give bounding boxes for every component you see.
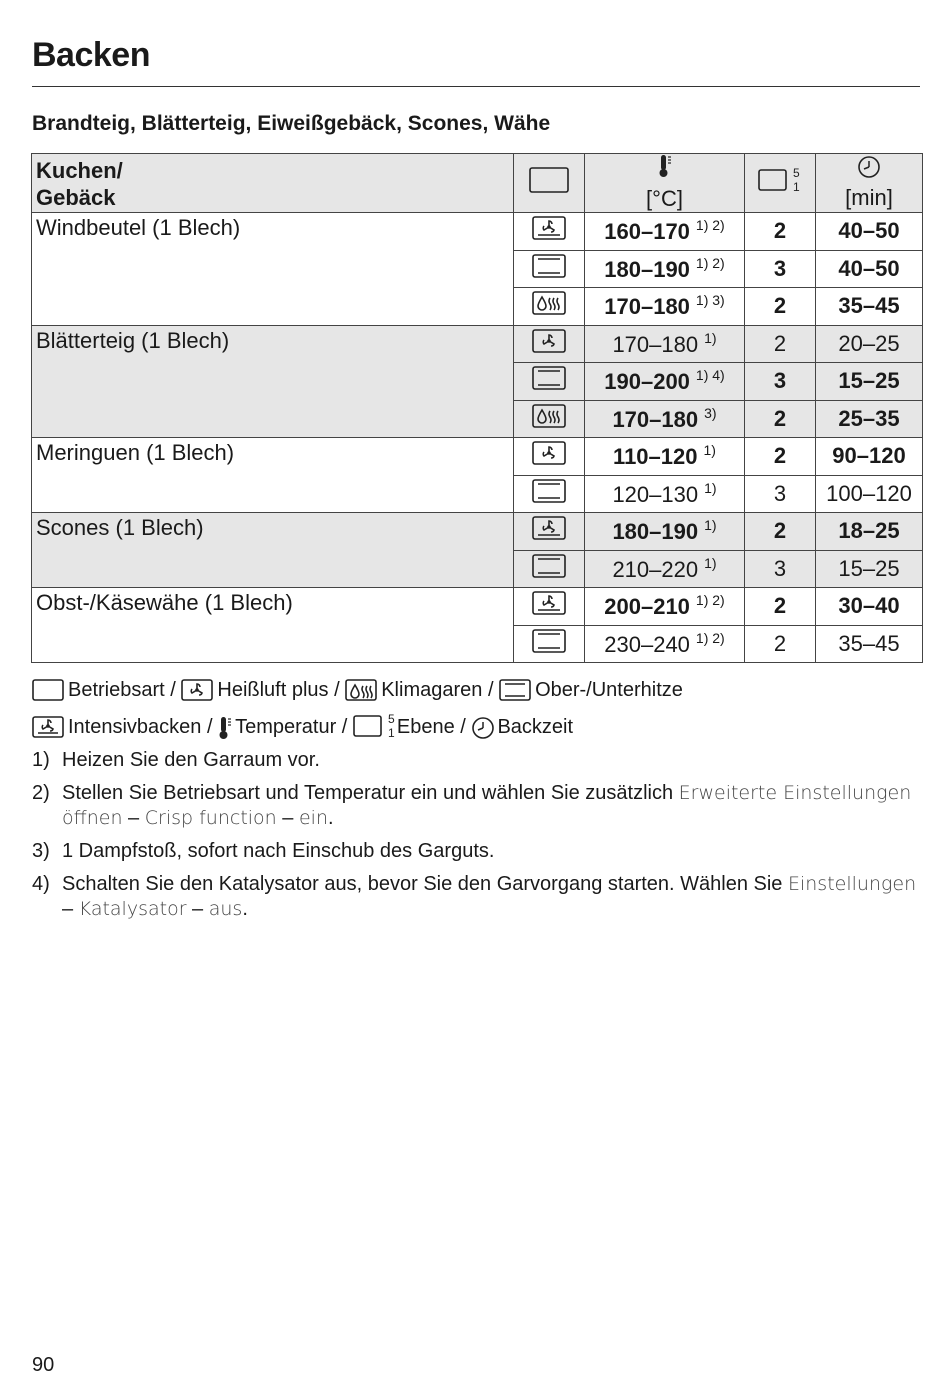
footnote-item — [32, 781, 920, 831]
fan-plus-icon — [532, 329, 566, 359]
menu-path-text: Erweiterte Einstellungen öffnen — [62, 782, 912, 829]
legend-line-1 — [32, 676, 683, 710]
mode-cell — [514, 363, 585, 401]
footnotes — [32, 748, 920, 930]
footnote-number: 3) — [32, 840, 50, 862]
header-mode — [514, 154, 585, 213]
level-value: 3 — [745, 250, 816, 288]
table-header-row — [32, 154, 923, 213]
time-value: 20–25 — [816, 325, 923, 363]
legend-top-bottom: Ober-/Unterhitze — [535, 679, 683, 701]
temperature-value: 200–210 — [604, 594, 690, 620]
svg-text:5: 5 — [793, 166, 800, 180]
temperature-cell — [585, 400, 745, 438]
svg-text:1: 1 — [387, 726, 395, 740]
footnote-ref: 1) — [704, 517, 717, 534]
legend-fan-plus: Heißluft plus / — [217, 679, 340, 701]
level-value: 2 — [745, 588, 816, 626]
footnote-ref: 1) — [704, 329, 717, 346]
menu-path-text: ein — [298, 807, 328, 829]
temperature-cell — [585, 325, 745, 363]
footnote-ref: 1) — [703, 442, 716, 459]
cake-name: Meringuen (1 Blech) — [32, 438, 514, 513]
legend-level: Ebene / — [396, 716, 466, 738]
footnote-text-part: – — [122, 807, 145, 829]
page-title: Backen — [32, 36, 150, 74]
clock-icon — [471, 716, 493, 747]
header-temperature — [585, 154, 745, 213]
header-time-unit: [min] — [845, 185, 893, 210]
temperature-cell — [585, 475, 745, 513]
header-temp-unit: [°C] — [646, 186, 683, 211]
title-divider — [32, 86, 920, 87]
legend — [32, 676, 683, 747]
temperature-value: 110–120 — [613, 444, 698, 470]
shelf-level-icon — [353, 710, 393, 747]
fan-plus-icon — [181, 679, 213, 710]
temperature-value: 170–180 — [612, 331, 699, 357]
baking-table — [31, 153, 923, 663]
footnote-text — [62, 781, 920, 831]
mode-cell — [514, 588, 585, 626]
footnote-text-part: . — [328, 807, 334, 829]
footnote-item — [32, 872, 920, 922]
header-level — [745, 154, 816, 213]
time-value: 35–45 — [816, 625, 923, 663]
thermometer-icon — [218, 716, 231, 747]
legend-line-2 — [32, 710, 683, 747]
temperature-cell — [585, 588, 745, 626]
footnote-ref: 1) — [704, 554, 717, 571]
time-value: 40–50 — [816, 213, 923, 251]
time-value: 18–25 — [816, 513, 923, 551]
mode-cell — [514, 625, 585, 663]
temperature-cell — [585, 288, 745, 326]
time-value: 30–40 — [816, 588, 923, 626]
moisture-plus-icon — [532, 404, 566, 434]
footnote-ref: 1) — [704, 479, 717, 496]
svg-text:1: 1 — [793, 180, 800, 194]
footnote-text — [62, 839, 920, 864]
temperature-value: 190–200 — [604, 369, 690, 395]
footnote-item — [32, 748, 920, 773]
footnote-text-part: – — [62, 898, 79, 920]
level-value: 2 — [745, 625, 816, 663]
time-value: 40–50 — [816, 250, 923, 288]
time-value: 15–25 — [816, 363, 923, 401]
temperature-cell — [585, 213, 745, 251]
footnote-ref: 1) 2) — [695, 217, 725, 234]
intensive-bake-icon — [532, 516, 566, 546]
temperature-value: 170–180 — [612, 406, 699, 432]
temperature-cell — [585, 625, 745, 663]
footnote-ref: 1) 2) — [695, 592, 725, 609]
temperature-cell — [585, 363, 745, 401]
footnote-ref: 1) 2) — [695, 254, 725, 271]
temperature-cell — [585, 438, 745, 476]
header-cake-line1: Kuchen/ — [36, 158, 123, 183]
level-value: 3 — [745, 475, 816, 513]
level-value: 2 — [745, 438, 816, 476]
clock-icon — [857, 155, 881, 185]
operating-mode-icon — [32, 679, 64, 710]
table-row — [32, 588, 923, 626]
footnote-text-part: 1 Dampfstoß, sofort nach Einschub des Garguts. — [62, 840, 495, 862]
mode-cell — [514, 288, 585, 326]
footnote-text — [62, 872, 920, 922]
footnote-text-part: Heizen Sie den Garraum vor. — [62, 749, 320, 771]
footnote-text-part: – — [186, 898, 209, 920]
footnote-number: 1) — [32, 749, 50, 771]
legend-temperature: Temperatur / — [235, 716, 348, 738]
operating-mode-icon — [529, 167, 569, 199]
page-number: 90 — [32, 1354, 55, 1376]
level-value: 3 — [745, 363, 816, 401]
top-bottom-heat-icon — [499, 679, 531, 710]
mode-cell — [514, 250, 585, 288]
time-value: 15–25 — [816, 550, 923, 588]
footnote-text-part: Schalten Sie den Katalysator aus, bevor Sie den Garvorgang starten. Wählen Sie — [62, 873, 788, 895]
intensive-bake-icon — [532, 216, 566, 246]
temperature-value: 230–240 — [604, 631, 690, 657]
level-value: 2 — [745, 213, 816, 251]
top-bottom-heat-icon — [532, 254, 566, 284]
temperature-value: 210–220 — [612, 556, 699, 582]
temperature-cell — [585, 550, 745, 588]
mode-cell — [514, 400, 585, 438]
moisture-plus-icon — [532, 291, 566, 321]
time-value: 25–35 — [816, 400, 923, 438]
footnote-number: 2) — [32, 782, 50, 804]
temperature-value: 160–170 — [604, 219, 690, 245]
legend-time: Backzeit — [497, 716, 574, 738]
temperature-value: 120–130 — [612, 481, 699, 507]
footnote-ref: 1) 3) — [695, 292, 725, 309]
mode-cell — [514, 325, 585, 363]
footnote-text-part: Stellen Sie Betriebsart und Temperatur ein und wählen Sie zusätzlich — [62, 782, 679, 804]
footnote-ref: 1) 2) — [695, 629, 725, 646]
menu-path-text: Crisp function — [144, 807, 277, 829]
legend-moisture-plus: Klimagaren / — [381, 679, 494, 701]
level-value: 2 — [745, 513, 816, 551]
header-cake — [32, 154, 514, 213]
cake-name: Scones (1 Blech) — [32, 513, 514, 588]
cake-name: Blätterteig (1 Blech) — [32, 325, 514, 438]
table-row — [32, 513, 923, 551]
legend-intensive: Intensivbacken / — [68, 716, 213, 738]
top-bottom-heat-icon — [532, 554, 566, 584]
header-time — [816, 154, 923, 213]
menu-path-text: aus — [208, 898, 243, 920]
intensive-bake-icon — [32, 716, 64, 747]
menu-path-text: Einstellungen — [787, 873, 917, 895]
time-value: 90–120 — [816, 438, 923, 476]
menu-path-text: Katalysator — [78, 898, 187, 920]
level-value: 2 — [745, 325, 816, 363]
level-value: 3 — [745, 550, 816, 588]
mode-cell — [514, 475, 585, 513]
temperature-cell — [585, 250, 745, 288]
footnote-number: 4) — [32, 873, 50, 895]
footnote-item — [32, 839, 920, 864]
footnote-text-part: . — [242, 898, 248, 920]
level-value: 2 — [745, 400, 816, 438]
temperature-value: 180–190 — [604, 256, 690, 282]
mode-cell — [514, 513, 585, 551]
mode-cell — [514, 550, 585, 588]
legend-mode: Betriebsart / — [68, 679, 176, 701]
footnote-text-part: – — [276, 807, 299, 829]
cake-name: Windbeutel (1 Blech) — [32, 213, 514, 326]
level-value: 2 — [745, 288, 816, 326]
temperature-value: 170–180 — [604, 294, 690, 320]
mode-cell — [514, 438, 585, 476]
shelf-level-icon — [758, 164, 802, 202]
footnote-ref: 1) 4) — [695, 367, 725, 384]
fan-plus-icon — [532, 441, 566, 471]
time-value: 35–45 — [816, 288, 923, 326]
footnote-ref: 3) — [704, 404, 717, 421]
cake-name: Obst-/Käsewähe (1 Blech) — [32, 588, 514, 663]
table-row — [32, 213, 923, 251]
top-bottom-heat-icon — [532, 479, 566, 509]
header-cake-line2: Gebäck — [36, 185, 116, 210]
temperature-cell — [585, 513, 745, 551]
footnote-text — [62, 748, 920, 773]
table-row — [32, 325, 923, 363]
table-row — [32, 438, 923, 476]
moisture-plus-icon — [345, 679, 377, 710]
top-bottom-heat-icon — [532, 366, 566, 396]
time-value: 100–120 — [816, 475, 923, 513]
svg-text:5: 5 — [387, 712, 395, 726]
top-bottom-heat-icon — [532, 629, 566, 659]
thermometer-icon — [658, 154, 672, 186]
intensive-bake-icon — [532, 591, 566, 621]
temperature-value: 180–190 — [612, 519, 699, 545]
section-subtitle: Brandteig, Blätterteig, Eiweißgebäck, Scones, Wähe — [32, 112, 551, 135]
mode-cell — [514, 213, 585, 251]
